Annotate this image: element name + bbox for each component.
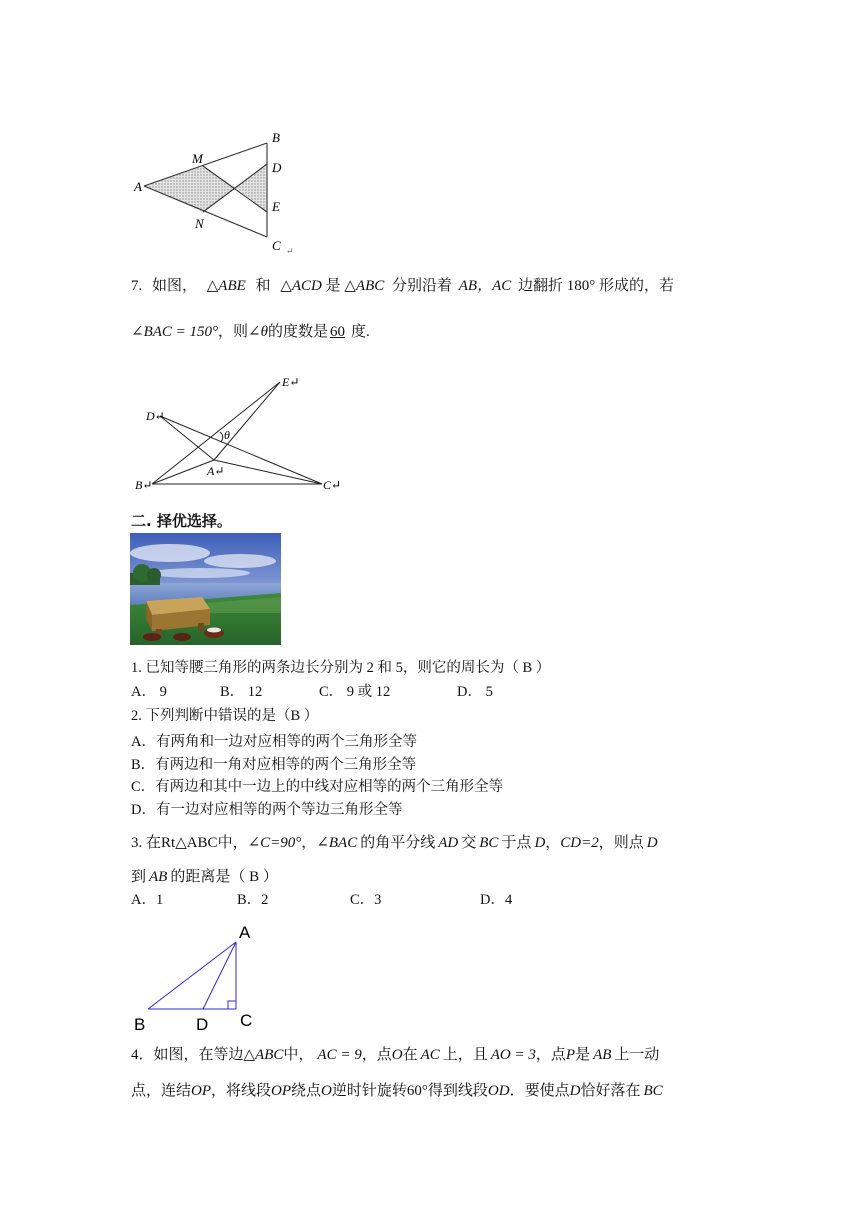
q3-option-a: A．1 — [131, 892, 164, 908]
q3-option-b: B．2 — [237, 892, 269, 908]
q7-line-1: 7. 如图， △ABE 和 △ACD 是 △ABC 分别沿着 AB，AC 边翻折 180° 形成的，若 — [131, 278, 675, 294]
label-D: D↵ — [146, 409, 165, 423]
q2-option-d: D．有一边对应相等的两个等边三角形全等 — [131, 802, 403, 818]
label-E: E↵ — [282, 375, 300, 389]
q3-option-c: C．3 — [350, 892, 382, 908]
label-N: N — [195, 216, 204, 231]
label-E: E — [272, 199, 280, 214]
label-B: B — [134, 1015, 146, 1034]
label-D: D — [272, 160, 282, 175]
q2-option-a: A．有两角和一边对应相等的两个三角形全等 — [131, 734, 417, 750]
q1-option-b: B． 12 — [220, 684, 263, 700]
q7-line-2: ∠BAC = 150°，则∠θ的度数是 60 度. — [131, 324, 370, 340]
q7-answer: 60 — [330, 324, 345, 340]
figure-q7-folding — [130, 368, 350, 502]
picture-go-board-scene — [130, 533, 281, 645]
q2-option-c: C．有两边和其中一边上的中线对应相等的两个三角形全等 — [131, 779, 504, 795]
q3-option-d: D．4 — [480, 892, 513, 908]
q4-line-2: 点，连结OP，将线段OP绕点O逆时针旋转60°得到线段OD．要使点D恰好落在 BC — [131, 1083, 663, 1099]
shaded-region-right — [236, 164, 267, 212]
q2-stem: 2. 下列判断中错误的是（B ） — [131, 708, 319, 724]
label-C: C — [272, 238, 281, 253]
q3-line-1: 3. 在Rt△ABC中，∠C=90°，∠BAC 的角平分线 AD 交 BC 于点 D，CD=2，则点 D — [131, 835, 658, 851]
q4-line-1: 4．如图，在等边△ABC中， AC = 9，点O在 AC 上，且 AO = 3，点P是 AB 上一动 — [131, 1047, 660, 1063]
q3-line-2: 到 AB 的距离是（ B ） — [131, 869, 278, 885]
q1-option-a: A． 9 — [131, 684, 167, 700]
label-D: D — [196, 1015, 209, 1034]
q1-option-d: D． 5 — [457, 684, 493, 700]
section-title: 二. 择优选择。 — [131, 512, 232, 530]
label-M: M — [192, 151, 203, 166]
paragraph-mark: ↵ — [286, 246, 294, 256]
label-C: C — [240, 1011, 253, 1030]
label-B: B↵ — [135, 478, 153, 492]
label-C: C↵ — [323, 478, 342, 492]
q1-stem: 1. 已知等腰三角形的两条边长分别为 2 和 5，则它的周长为（ B ） — [131, 660, 551, 676]
label-A: A — [134, 179, 142, 194]
label-theta: θ — [224, 428, 230, 442]
q1-option-c: C． 9 或 12 — [319, 684, 391, 700]
figure-q3-right-triangle — [128, 920, 268, 1038]
figure-kite-triangles — [128, 126, 298, 258]
label-A: A — [239, 923, 251, 942]
label-A: A↵ — [207, 464, 225, 478]
label-B: B — [272, 130, 280, 145]
q2-option-b: B．有两边和一角对应相等的两个三角形全等 — [131, 757, 417, 773]
